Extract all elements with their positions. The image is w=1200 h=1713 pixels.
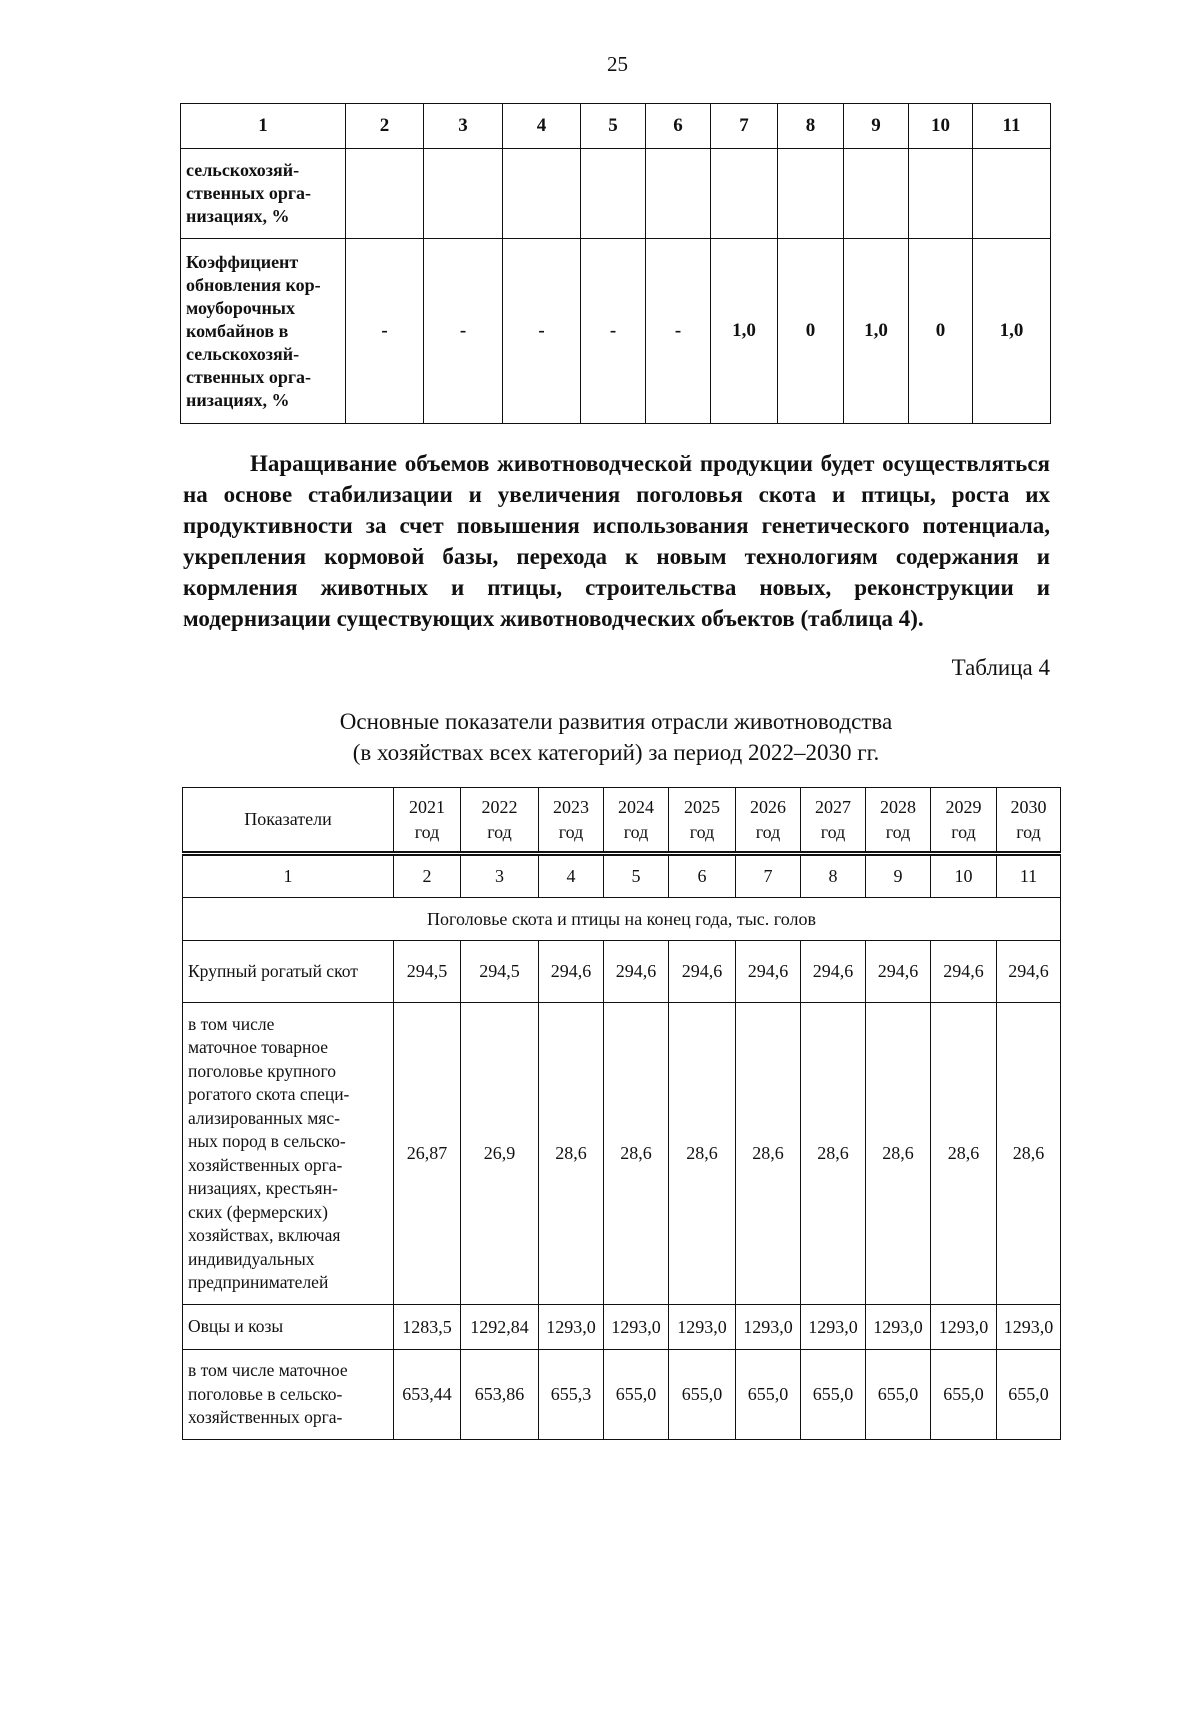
value-cell: 294,6 bbox=[736, 941, 801, 1003]
column-number: 11 bbox=[997, 854, 1061, 898]
year-header bbox=[801, 788, 866, 854]
value-cell: 655,3 bbox=[539, 1350, 604, 1440]
section-heading: Поголовье скота и птицы на конец года, тыс. голов bbox=[183, 898, 1061, 941]
table-label: Таблица 4 bbox=[951, 655, 1050, 680]
year: 2021 bbox=[409, 796, 445, 817]
value-cell: - bbox=[346, 239, 424, 424]
value-cell: 294,6 bbox=[604, 941, 669, 1003]
value-cell: 655,0 bbox=[931, 1350, 997, 1440]
year-suffix: год bbox=[689, 821, 715, 842]
value-cell bbox=[778, 149, 844, 239]
year-suffix: год bbox=[487, 821, 512, 842]
year-header bbox=[461, 788, 539, 854]
value-cell: 1,0 bbox=[844, 239, 909, 424]
year-header bbox=[669, 788, 736, 854]
value-cell: 26,87 bbox=[394, 1003, 461, 1305]
value-cell: 1293,0 bbox=[997, 1305, 1061, 1350]
value-cell: 653,86 bbox=[461, 1350, 539, 1440]
value-cell: 655,0 bbox=[801, 1350, 866, 1440]
year-suffix: год bbox=[558, 821, 584, 842]
value-cell: 655,0 bbox=[736, 1350, 801, 1440]
value-cell: 0 bbox=[909, 239, 973, 424]
value-cell bbox=[581, 149, 646, 239]
value-cell: 294,5 bbox=[394, 941, 461, 1003]
value-cell: - bbox=[424, 239, 503, 424]
value-cell: 28,6 bbox=[931, 1003, 997, 1305]
table-title-line: (в хозяйствах всех категорий) за период 2022–2030 гг. bbox=[352, 740, 880, 765]
value-cell: 1,0 bbox=[711, 239, 778, 424]
column-number: 5 bbox=[581, 104, 646, 149]
value-cell: 28,6 bbox=[801, 1003, 866, 1305]
table-row bbox=[183, 1305, 1061, 1350]
column-number: 8 bbox=[778, 104, 844, 149]
value-cell: 294,6 bbox=[997, 941, 1061, 1003]
value-cell: 294,6 bbox=[931, 941, 997, 1003]
value-cell: 1,0 bbox=[973, 239, 1051, 424]
row-label: в том числе маточное товарное поголовье крупного рогатого скота специ- ализированных мяс- ных пород в сельско- хозяйственных орга- низациях, крестьян- ских (фермерских) хозяйствах, включая индивидуальных предпринимателей bbox=[183, 1003, 394, 1305]
column-number: 7 bbox=[736, 854, 801, 898]
year: 2025 bbox=[684, 796, 720, 817]
year: 2026 bbox=[750, 796, 786, 817]
value-cell bbox=[503, 149, 581, 239]
value-cell: 294,6 bbox=[866, 941, 931, 1003]
column-number: 2 bbox=[346, 104, 424, 149]
value-cell: 294,5 bbox=[461, 941, 539, 1003]
year-suffix: год bbox=[623, 821, 649, 842]
column-number: 4 bbox=[539, 854, 604, 898]
year-suffix: год bbox=[414, 821, 440, 842]
table-title bbox=[0, 706, 1200, 768]
year-suffix: год bbox=[820, 821, 846, 842]
year-suffix: год bbox=[951, 821, 976, 842]
value-cell: 653,44 bbox=[394, 1350, 461, 1440]
table-row bbox=[183, 941, 1061, 1003]
year: 2028 bbox=[880, 796, 916, 817]
value-cell bbox=[973, 149, 1051, 239]
column-number-row bbox=[183, 854, 1061, 898]
value-cell: 28,6 bbox=[604, 1003, 669, 1305]
value-cell: 294,6 bbox=[669, 941, 736, 1003]
column-header: Показатели bbox=[183, 788, 394, 854]
value-cell: 655,0 bbox=[669, 1350, 736, 1440]
column-number: 9 bbox=[866, 854, 931, 898]
year-header bbox=[736, 788, 801, 854]
table-header-row bbox=[181, 104, 1051, 149]
section-row bbox=[183, 898, 1061, 941]
row-label: в том числе маточное поголовье в сельско- хозяйственных орга- bbox=[183, 1350, 394, 1440]
row-label: Овцы и козы bbox=[183, 1305, 394, 1350]
value-cell: 26,9 bbox=[461, 1003, 539, 1305]
value-cell: 1283,5 bbox=[394, 1305, 461, 1350]
value-cell bbox=[844, 149, 909, 239]
value-cell bbox=[711, 149, 778, 239]
column-number: 3 bbox=[461, 854, 539, 898]
value-cell: 1293,0 bbox=[539, 1305, 604, 1350]
table-row bbox=[181, 239, 1051, 424]
value-cell: 0 bbox=[778, 239, 844, 424]
page-number: 25 bbox=[607, 52, 628, 76]
table-row bbox=[181, 149, 1051, 239]
table-4 bbox=[182, 787, 1061, 1440]
value-cell: 1292,84 bbox=[461, 1305, 539, 1350]
year: 2030 bbox=[1010, 796, 1047, 817]
column-number: 10 bbox=[909, 104, 973, 149]
year-suffix: год bbox=[885, 821, 911, 842]
year-header bbox=[866, 788, 931, 854]
value-cell: 655,0 bbox=[866, 1350, 931, 1440]
value-cell: 1293,0 bbox=[866, 1305, 931, 1350]
value-cell: 655,0 bbox=[604, 1350, 669, 1440]
value-cell: 1293,0 bbox=[931, 1305, 997, 1350]
value-cell bbox=[646, 149, 711, 239]
paragraph-text: Наращивание объемов животноводческой продукции будет осуществляться на основе стабилизации и увеличения поголовья скота и птицы, роста их продуктивности за счет повышения использования генетического потенциала, укрепления кормовой базы, перехода к новым технологиям содержания и кормления животных и птицы, строительства новых, реконструкции и модернизации существующих животноводческих объектов (таблица 4). bbox=[183, 451, 1050, 631]
year: 2022 bbox=[481, 796, 518, 817]
column-number: 6 bbox=[669, 854, 736, 898]
year-header bbox=[394, 788, 461, 854]
value-cell: - bbox=[581, 239, 646, 424]
table-title-line: Основные показатели развития отрасли животноводства bbox=[339, 709, 893, 734]
year: 2027 bbox=[815, 796, 851, 817]
value-cell: 1293,0 bbox=[801, 1305, 866, 1350]
column-number: 3 bbox=[424, 104, 503, 149]
year-header bbox=[931, 788, 997, 854]
value-cell: 28,6 bbox=[539, 1003, 604, 1305]
table-continued bbox=[180, 103, 1051, 424]
column-number: 8 bbox=[801, 854, 866, 898]
value-cell: 28,6 bbox=[669, 1003, 736, 1305]
column-number: 4 bbox=[503, 104, 581, 149]
column-number: 11 bbox=[973, 104, 1051, 149]
value-cell bbox=[909, 149, 973, 239]
value-cell: 294,6 bbox=[801, 941, 866, 1003]
value-cell bbox=[346, 149, 424, 239]
row-label: Коэффициент обновления кор- моуборочных комбайнов в сельскохозяй- ственных орга- низациях, % bbox=[181, 239, 346, 424]
value-cell: 1293,0 bbox=[669, 1305, 736, 1350]
year-header bbox=[539, 788, 604, 854]
column-number: 5 bbox=[604, 854, 669, 898]
column-number: 9 bbox=[844, 104, 909, 149]
table-row bbox=[183, 1350, 1061, 1440]
column-number: 2 bbox=[394, 854, 461, 898]
year-header bbox=[604, 788, 669, 854]
column-number: 6 bbox=[646, 104, 711, 149]
row-label: Крупный рогатый скот bbox=[183, 941, 394, 1003]
value-cell: - bbox=[503, 239, 581, 424]
body-paragraph bbox=[183, 448, 1050, 634]
value-cell: 28,6 bbox=[997, 1003, 1061, 1305]
year-header bbox=[997, 788, 1061, 854]
column-number: 1 bbox=[181, 104, 346, 149]
table-row bbox=[183, 1003, 1061, 1305]
value-cell bbox=[424, 149, 503, 239]
year-suffix: год bbox=[1016, 821, 1041, 842]
value-cell: - bbox=[646, 239, 711, 424]
year: 2023 bbox=[553, 796, 589, 817]
row-label: сельскохозяй- ственных орга- низациях, % bbox=[181, 149, 346, 239]
column-number: 1 bbox=[183, 854, 394, 898]
year: 2024 bbox=[618, 796, 654, 817]
year-suffix: год bbox=[755, 821, 781, 842]
value-cell: 1293,0 bbox=[736, 1305, 801, 1350]
value-cell: 294,6 bbox=[539, 941, 604, 1003]
column-number: 10 bbox=[931, 854, 997, 898]
value-cell: 28,6 bbox=[866, 1003, 931, 1305]
value-cell: 1293,0 bbox=[604, 1305, 669, 1350]
column-number: 7 bbox=[711, 104, 778, 149]
table-header-row bbox=[183, 788, 1061, 854]
year: 2029 bbox=[945, 796, 982, 817]
value-cell: 655,0 bbox=[997, 1350, 1061, 1440]
value-cell: 28,6 bbox=[736, 1003, 801, 1305]
